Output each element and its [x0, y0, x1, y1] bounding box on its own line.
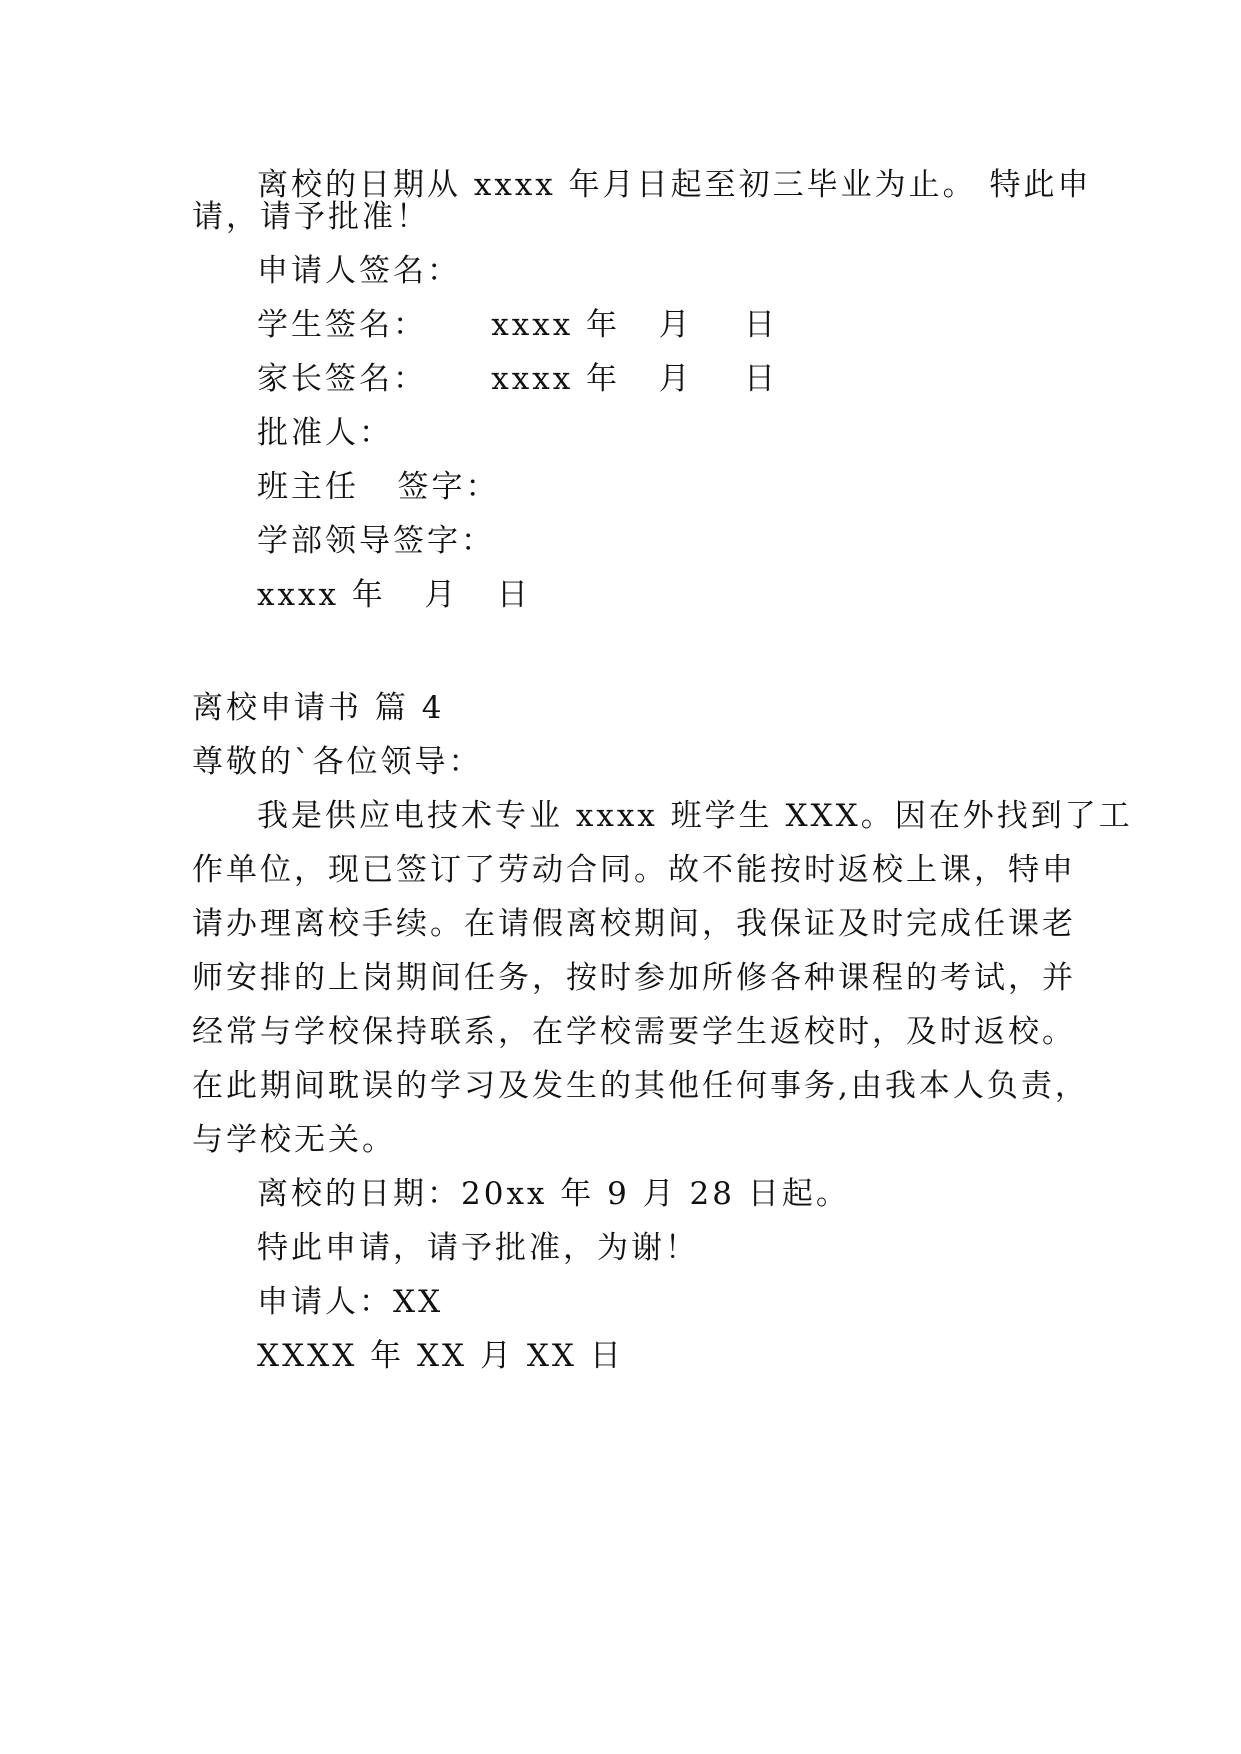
- paragraph-line: 作单位，现已签订了劳动合同。故不能按时返校上课，特申: [192, 852, 1076, 888]
- date-line: xxxx 年 月 日: [257, 577, 531, 613]
- paragraph-line: 我是供应电技术专业 xxxx 班学生 XXX。因在外找到了工: [257, 798, 1133, 834]
- paragraph-line: 经常与学校保持联系，在学校需要学生返校时，及时返校。: [192, 1014, 1076, 1050]
- date-line: XXXX 年 XX 月 XX 日: [257, 1338, 624, 1374]
- paragraph-line: 请办理离校手续。在请假离校期间，我保证及时完成任课老: [192, 906, 1076, 942]
- signature-line: 学生签名： xxxx 年 月 日: [257, 307, 779, 343]
- date-statement: 离校的日期：20xx 年 9 月 28 日起。: [257, 1176, 850, 1212]
- section-heading: 离校申请书 篇 4: [192, 690, 445, 726]
- paragraph-line: 请，请予批准！: [192, 199, 430, 235]
- request-statement: 特此申请，请予批准，为谢！: [257, 1230, 699, 1266]
- paragraph-line: 与学校无关。: [192, 1122, 396, 1158]
- paragraph-line: 师安排的上岗期间任务，按时参加所修各种课程的考试，并: [192, 960, 1076, 996]
- signature-line: 申请人签名：: [257, 253, 461, 289]
- signature-line: 批准人：: [257, 415, 393, 451]
- signature-line: 学部领导签字：: [257, 523, 495, 559]
- salutation: 尊敬的`各位领导：: [192, 744, 483, 780]
- applicant-line: 申请人：XX: [257, 1284, 444, 1320]
- paragraph-line: 离校的日期从 xxxx 年月日起至初三毕业为止。 特此申: [257, 167, 1092, 203]
- paragraph-line: 在此期间耽误的学习及发生的其他任何事务,由我本人负责，: [192, 1068, 1089, 1104]
- signature-line: 班主任 签字：: [257, 469, 500, 505]
- signature-line: 家长签名： xxxx 年 月 日: [257, 361, 779, 397]
